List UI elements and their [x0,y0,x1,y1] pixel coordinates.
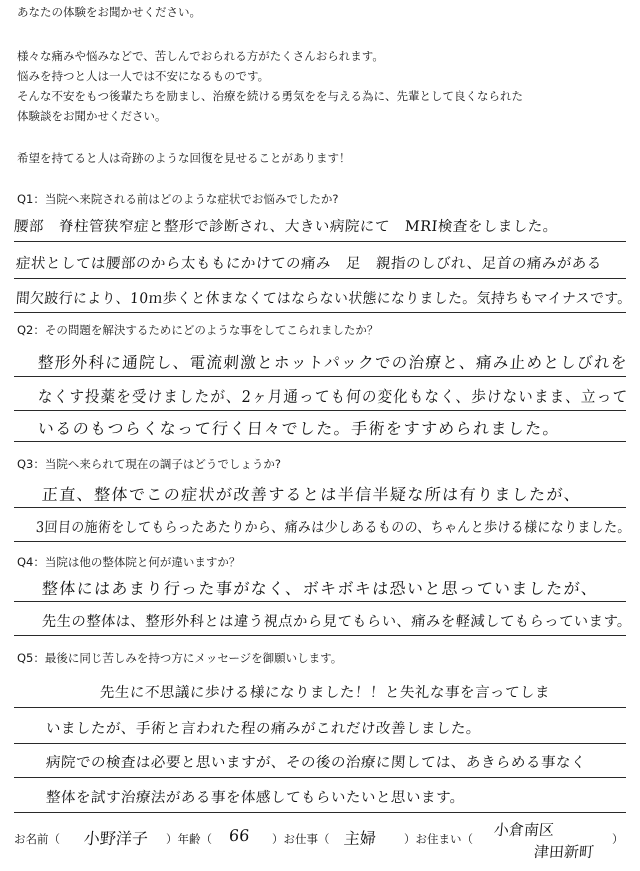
q2-answer-line-3: いるのもつらくなって行く日々でした。手術をすすめられました。 [37,419,561,438]
intro-hope: 希望を持てると人は奇跡のような回復を見せることがあります！ [17,151,351,165]
q1-answer-line-3: 間欠跛行により、10ｍ歩くと休まなくてはならない状態になりました。気持ちもマイナスです。 [15,291,633,307]
q3-rule-2 [14,541,626,542]
q4-answer-line-2: 先生の整体は、整形外科とは違う視点から見てもらい、痛みを軽減してもらっています。 [41,614,633,630]
q4-rule-1 [14,601,626,602]
q5-answer-line-1: 先生に不思議に歩ける様になりました！！と失礼な事を言ってしま [99,685,551,701]
q5-rule-3 [14,777,626,778]
q1-label: Q1：当院へ来院される前はどのような症状でお悩みでしたか? [17,192,339,206]
q1-rule-1 [14,241,626,242]
intro-line-3: そんな不安をもつ後輩たちを励まし、治療を続ける勇気をを与える為に、先輩として良くなられた [17,89,523,103]
address-label: ）お住まい（ [404,832,473,846]
age-value: 66 [228,826,251,845]
q1-answer-line-2: 症状としては腰部のから太ももにかけての痛み 足 親指のしびれ、足首の痛みがある [15,256,603,272]
q2-rule-1 [14,376,626,377]
q5-rule-2 [14,743,626,744]
q5-rule-4 [14,812,626,813]
q1-answer-line-1: 腰部 脊柱管狭窄症と整形で診断され、大きい病院にて MRI検査をしました。 [13,219,559,235]
intro-line-4: 体験談をお聞かせください。 [17,109,167,123]
q3-rule-1 [14,507,626,508]
intro-heading: あなたの体験をお聞かせください。 [17,5,201,19]
q4-answer-line-1: 整体にはあまり行った事がなく、ボキボキは恐いと思っていましたが、 [41,579,600,598]
q1-rule-2 [14,278,626,279]
intro-line-2: 悩みを持つと人は一人では不安になるものです。 [17,69,270,83]
intro-line-1: 様々な痛みや悩みなどで、苦しんでおられる方がたくさんおられます。 [17,49,384,63]
address-value-line-1: 小倉南区 [493,821,555,839]
q1-rule-3 [14,312,626,313]
q2-answer-line-2: なくす投薬を受けましたが、2ヶ月通っても何の変化もなく、歩けないまま、立って [37,387,629,406]
q5-label: Q5：最後に同じ苦しみを持つ方にメッセージを御願いします。 [17,651,343,665]
respondent-info [14,823,630,863]
q5-answer-line-2: いましたが、手術と言われた程の痛みがこれだけ改善しました。 [45,721,482,737]
job-label: ）お仕事（ [272,832,330,846]
address-value-line-2: 津田新町 [533,843,595,861]
address-close: ） [612,832,624,846]
age-label: ）年齢（ [166,832,212,846]
q5-answer-line-4: 整体を試す治療法がある事を体感してもらいたいと思います。 [45,790,466,806]
q5-rule-1 [14,707,626,708]
q4-rule-2 [14,635,626,636]
job-value: 主婦 [343,829,377,848]
q2-label: Q2：その問題を解決するためにどのような事をしてこられましたか？ [17,323,379,337]
name-value: 小野洋子 [83,829,149,848]
q3-label: Q3：当院へ来られて現在の調子はどうでしょうか? [17,457,281,471]
q2-rule-3 [14,441,626,442]
name-label: お名前（ [14,832,60,846]
q2-rule-2 [14,410,626,411]
q2-answer-line-1: 整形外科に通院し、電流刺激とホットパックでの治療と、痛み止めとしびれを [37,353,629,372]
q4-label: Q4：当院は他の整体院と何が違いますか？ [17,555,241,569]
q3-answer-line-2: 3回目の施術をしてもらったあたりから、痛みは少しあるものの、ちゃんと歩ける様になりました。 [35,520,632,536]
q5-answer-line-3: 病院での検査は必要と思いますが、その後の治療に関しては、あきらめる事なく [45,755,587,771]
q3-answer-line-1: 正直、整体でこの症状が改善するとは半信半疑な所は有りましたが、 [41,485,583,504]
